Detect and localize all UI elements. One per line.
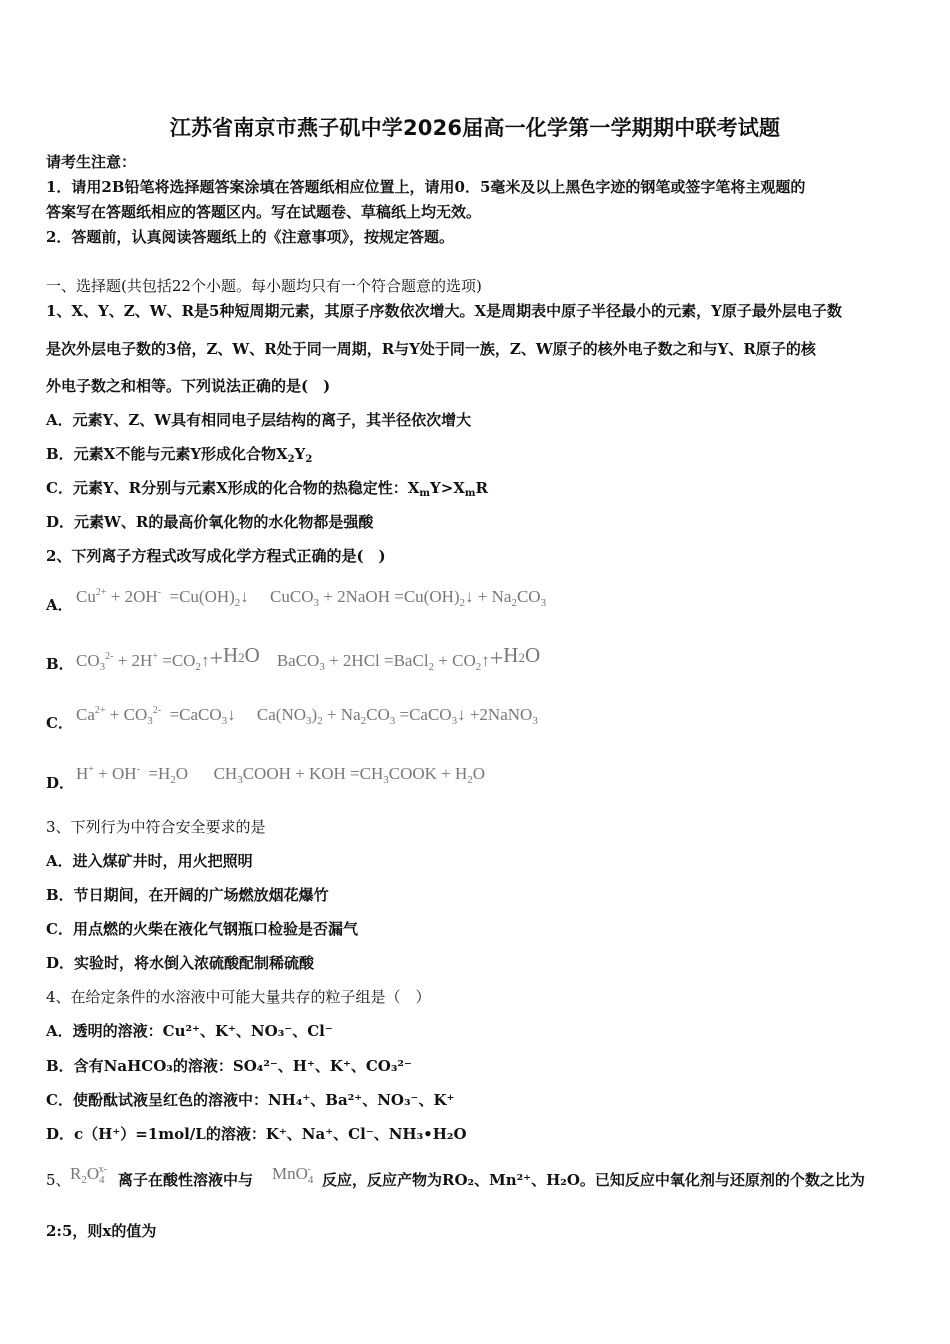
page-title: 江苏省南京市燕子矶中学2026届高一化学第一学期期中联考试题 xyxy=(169,116,781,140)
q3-option-a: A．进入煤矿井时，用火把照明 xyxy=(46,852,253,870)
q1-option-a: A．元素Y、Z、W具有相同电子层结构的离子，其半径依次增大 xyxy=(46,411,472,429)
q2-option-c-label: C． xyxy=(46,714,73,732)
q2-option-d-formula: $H^+ + OH^- =H_2O$ $CH_3COOH$ + KOH $=CH_3COOK + H_2O$ xyxy=(76,764,486,786)
q1-option-c: C．元素Y、R分别与元素X形成的化合物的热稳定性：$X_mY>X_mR$ xyxy=(46,479,488,499)
q1-option-d: D．元素W、R的最高价氧化物的水化物都是强酸 xyxy=(46,513,374,531)
q2-option-c-formula: $Ca^{2+} + CO_3^{2-}$ =CaCO$_3$↓ $Ca(NO_3)_2 + Na_2CO_3$ =CaCO$_3$↓ +2NaNO$_3$ xyxy=(76,705,538,727)
q2-option-a-formula: $Cu^{2+} + 2OH^-$ $=Cu(OH)_2↓$ CuCO$_3$ + 2NaOH $=Cu(OH)_2↓ + Na_2CO_3$ xyxy=(76,587,547,609)
q5-text-2: 反应，反应产物为RO₂、Mn²⁺、H₂O。已知反应中氧化剂与还原剂的个数之比为 xyxy=(322,1171,865,1189)
q1-option-b: B．元素X不能与元素Y形成化合物$X_2Y_2$ xyxy=(46,445,313,465)
q2-option-b-label: B． xyxy=(46,655,74,673)
q5-formula-r2ox: $R_2O_4^{x-}$ xyxy=(70,1164,107,1186)
q4-option-d: D．c（H⁺）=1mol/L的溶液：K⁺、Na⁺、Cl⁻、NH₃•H₂O xyxy=(46,1125,467,1143)
q5-text-1: 离子在酸性溶液中与 xyxy=(118,1171,254,1189)
notice-heading: 请考生注意： xyxy=(46,153,137,171)
q5-line-2: 2:5，则x的值为 xyxy=(46,1222,157,1240)
q4-option-c: C．使酚酞试液呈红色的溶液中：NH₄⁺、Ba²⁺、NO₃⁻、K⁺ xyxy=(46,1091,455,1109)
q1-stem-line-2: 是次外层电子数的3倍，Z、W、R处于同一周期，R与Y处于同一族，Z、W原子的核外电子数之和与Y、R原子的核 xyxy=(46,340,816,358)
q4-option-a: A．透明的溶液：Cu²⁺、K⁺、NO₃⁻、Cl⁻ xyxy=(46,1022,333,1040)
q2-option-d-label: D． xyxy=(46,774,75,792)
q3-stem: 3、下列行为中符合安全要求的是 xyxy=(46,818,266,836)
q4-stem: 4、在给定条件的水溶液中可能大量共存的粒子组是（ ） xyxy=(46,988,431,1006)
q5-formula-mno4: MnO$_4$- xyxy=(272,1164,314,1186)
q3-option-c: C．用点燃的火柴在液化气钢瓶口检验是否漏气 xyxy=(46,920,358,938)
notice-item-1-cont: 答案写在答题纸相应的答题区内。写在试题卷、草稿纸上均无效。 xyxy=(46,203,482,221)
section-heading: 一、选择题(共包括22个小题。每小题均只有一个符合题意的选项) xyxy=(46,277,482,295)
notice-item-2: 2．答题前，认真阅读答题纸上的《注意事项》，按规定答题。 xyxy=(46,228,454,246)
q2-option-b-formula: $CO_3^{2-} + 2H^+$ $=CO_2↑+H2O$ BaCO$_3$ + 2HCl =BaCl$_2$ + $CO_2↑+H2O$ xyxy=(76,643,541,673)
notice-item-1: 1．请用2B铅笔将选择题答案涂填在答题纸相应位置上，请用0．5毫米及以上黑色字迹的钢笔或签字笔将主观题的 xyxy=(46,178,806,196)
q3-option-b: B．节日期间，在开阔的广场燃放烟花爆竹 xyxy=(46,886,329,904)
q5-number: 5、 xyxy=(46,1171,71,1189)
q1-stem-line-1: 1、X、Y、Z、W、R是5种短周期元素，其原子序数依次增大。X是周期表中原子半径最小的元素，Y原子最外层电子数 xyxy=(46,302,842,320)
q1-stem-line-3: 外电子数之和相等。下列说法正确的是( ) xyxy=(46,377,331,395)
q2-stem: 2、下列离子方程式改写成化学方程式正确的是( ) xyxy=(46,547,386,565)
q3-option-d: D．实验时，将水倒入浓硫酸配制稀硫酸 xyxy=(46,954,315,972)
q4-option-b: B．含有NaHCO₃的溶液：SO₄²⁻、H⁺、K⁺、CO₃²⁻ xyxy=(46,1057,412,1075)
q2-option-a-label: A． xyxy=(46,596,73,614)
